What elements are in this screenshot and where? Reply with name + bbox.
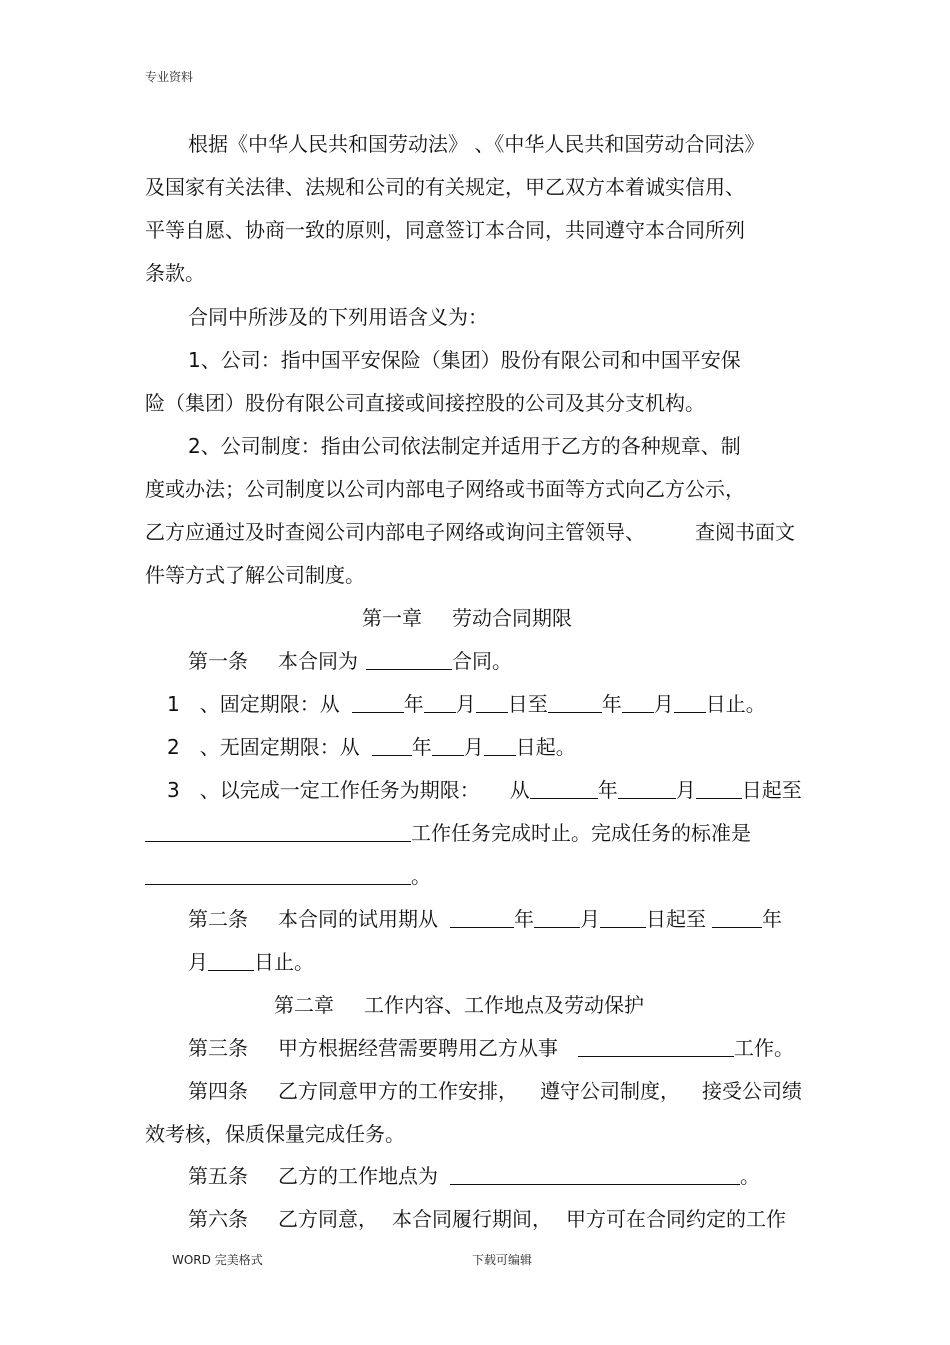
term-item-3-line-3	[145, 862, 431, 890]
article-2-line-2	[188, 948, 314, 976]
term-item-1	[167, 690, 766, 718]
footer-left: WORD 完美格式	[172, 1253, 263, 1267]
article-4-line-2: 效考核，保质保量完成任务。	[145, 1122, 405, 1146]
month-label: 月	[675, 778, 696, 802]
article-2	[188, 905, 782, 933]
year-label: 年	[601, 692, 622, 716]
definition-2-line-2: 度或办法；公司制度以公司内部电子网络或书面等方式向乙方公示，	[145, 477, 745, 501]
task-start-year-blank[interactable]	[530, 780, 598, 799]
article-4-number: 第四条	[188, 1079, 248, 1103]
article-4	[188, 1077, 802, 1105]
chapter-2-number: 第二章	[274, 993, 334, 1017]
month-label: 月	[188, 950, 208, 974]
month-label: 月	[455, 692, 476, 716]
article-4-part-3: 接受公司绩	[702, 1079, 802, 1103]
article-1	[188, 647, 512, 675]
article-2-number: 第二条	[188, 907, 248, 931]
article-5-number: 第五条	[188, 1164, 248, 1188]
intro-line-1: 根据《中华人民共和国劳动法》 、《中华人民共和国劳动合同法》	[188, 132, 765, 156]
definition-1-line-1: 1、公司：指中国平安保险（集团）股份有限公司和中国平安保	[188, 348, 741, 372]
article-6	[188, 1205, 786, 1233]
terms-intro: 合同中所涉及的下列用语含义为：	[188, 305, 488, 329]
fixed-start-day-blank[interactable]	[476, 694, 508, 713]
job-position-blank[interactable]	[578, 1038, 734, 1057]
open-start-year-blank[interactable]	[372, 737, 412, 756]
fixed-start-year-blank[interactable]	[352, 694, 404, 713]
article-6-part-2: 本合同履行期间，	[392, 1207, 552, 1231]
month-label: 月	[463, 735, 484, 759]
chapter-1-heading	[362, 604, 572, 632]
term-item-3-text: 、以完成一定工作任务为期限：	[199, 778, 480, 802]
day-to-label: 日至	[507, 692, 548, 716]
article-4-part-2: 遵守公司制度，	[540, 1079, 680, 1103]
day-to-label: 日起至	[741, 778, 802, 802]
article-3	[188, 1034, 794, 1062]
year-label: 年	[514, 907, 534, 931]
chapter-2-title: 工作内容、工作地点及劳动保护	[364, 993, 644, 1017]
probation-start-month-blank[interactable]	[534, 909, 580, 928]
chapter-1-title: 劳动合同期限	[452, 606, 572, 630]
term-item-2-number: 2	[167, 735, 180, 759]
intro-line-3: 平等自愿、协商一致的原则，同意签订本合同，共同遵守本合同所列	[145, 218, 745, 242]
term-item-3-line-2	[145, 819, 751, 847]
fixed-end-month-blank[interactable]	[622, 694, 654, 713]
footer-right: 下载可编辑	[472, 1253, 533, 1267]
article-1-text: 本合同为	[278, 649, 358, 673]
day-start-label: 日起。	[515, 735, 576, 759]
term-item-1-number: 1	[167, 692, 180, 716]
fixed-end-year-blank[interactable]	[548, 694, 602, 713]
month-label: 月	[653, 692, 674, 716]
fixed-start-month-blank[interactable]	[424, 694, 456, 713]
year-label: 年	[762, 907, 782, 931]
work-location-blank[interactable]	[450, 1166, 740, 1185]
definition-2-line-3: 乙方应通过及时查阅公司内部电子网络或询问主管领导、	[145, 520, 645, 544]
term-item-3-number: 3	[167, 778, 180, 802]
article-6-part-1: 乙方同意，	[278, 1207, 378, 1231]
article-3-end: 工作。	[734, 1036, 794, 1060]
intro-line-4: 条款。	[145, 261, 205, 285]
definition-2-line-1: 2、公司制度：指由公司依法制定并适用于乙方的各种规章、制	[188, 434, 741, 458]
article-5	[188, 1162, 760, 1190]
page-header: 专业资料	[145, 70, 194, 84]
article-2-text: 本合同的试用期从	[278, 907, 438, 931]
month-label: 月	[580, 907, 600, 931]
period-mark: 。	[411, 864, 431, 888]
definition-1-line-2: 险（集团）股份有限公司直接或间接控股的公司及其分支机构。	[145, 391, 705, 415]
article-4-part-1: 乙方同意甲方的工作安排，	[278, 1079, 518, 1103]
chapter-1-number: 第一章	[362, 606, 422, 630]
probation-start-day-blank[interactable]	[600, 909, 646, 928]
term-item-1-text: 、固定期限：从	[199, 692, 340, 716]
open-start-month-blank[interactable]	[432, 737, 464, 756]
article-5-text: 乙方的工作地点为	[278, 1164, 438, 1188]
definition-2-line-3-end: 查阅书面文	[695, 520, 795, 544]
article-1-number: 第一条	[188, 649, 248, 673]
task-start-day-blank[interactable]	[696, 780, 742, 799]
fixed-end-day-blank[interactable]	[674, 694, 706, 713]
period-mark: 。	[740, 1164, 760, 1188]
day-to-label: 日起至	[646, 907, 706, 931]
year-label: 年	[411, 735, 432, 759]
task-standard-blank[interactable]	[145, 866, 411, 885]
probation-end-year-blank[interactable]	[712, 909, 762, 928]
task-description-blank[interactable]	[145, 823, 411, 842]
from-label: 从	[509, 778, 530, 802]
article-3-text: 甲方根据经营需要聘用乙方从事	[278, 1036, 558, 1060]
term-item-2-text: 、无固定期限：从	[199, 735, 360, 759]
task-start-month-blank[interactable]	[618, 780, 676, 799]
probation-end-day-blank[interactable]	[208, 952, 254, 971]
article-6-part-3: 甲方可在合同约定的工作	[566, 1207, 786, 1231]
intro-line-2: 及国家有关法律、法规和公司的有关规定，甲乙双方本着诚实信用、	[145, 175, 745, 199]
term-item-2	[167, 733, 576, 761]
article-3-number: 第三条	[188, 1036, 248, 1060]
probation-start-year-blank[interactable]	[450, 909, 514, 928]
contract-type-blank[interactable]	[366, 651, 452, 670]
task-completion-text: 工作任务完成时止。完成任务的标准是	[411, 821, 751, 845]
article-1-end: 合同。	[452, 649, 512, 673]
year-label: 年	[403, 692, 424, 716]
term-item-3	[167, 776, 802, 804]
day-end-label: 日止。	[254, 950, 314, 974]
year-label: 年	[597, 778, 618, 802]
definition-2-line-4: 件等方式了解公司制度。	[145, 563, 365, 587]
chapter-2-heading	[274, 991, 644, 1019]
day-end-label: 日止。	[705, 692, 766, 716]
open-start-day-blank[interactable]	[484, 737, 516, 756]
article-6-number: 第六条	[188, 1207, 248, 1231]
